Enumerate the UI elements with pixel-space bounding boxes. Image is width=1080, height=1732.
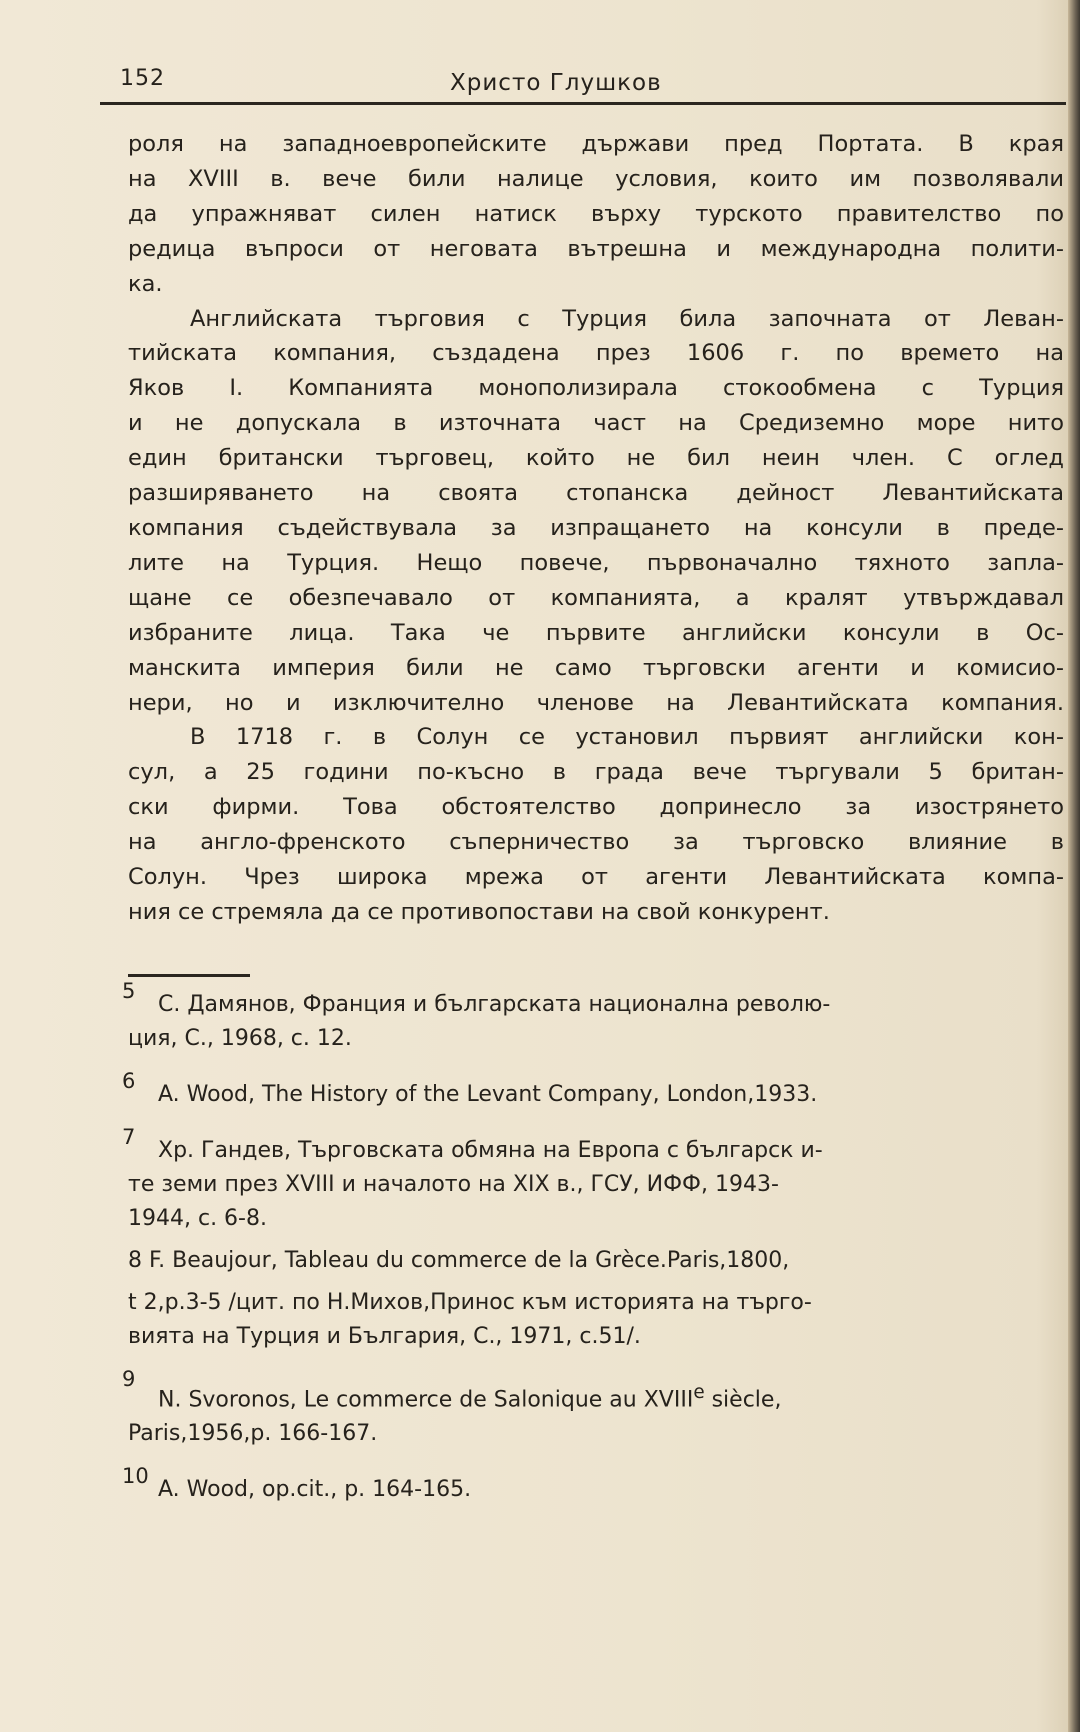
- footnote-text-9: N. Svoronos, Le commerce de Salonique au XVIII: [158, 1387, 694, 1413]
- text-line: компания съдействувала за изпращането на консули в преде-: [128, 514, 1064, 541]
- text-line: разширяването на своята стопанска дейност Левантийската: [128, 480, 1064, 507]
- text-line: Английската търговия с Турция била започната от Леван-: [190, 305, 1064, 332]
- footnote-continuation: те земи през XVIII и началото на XIX в., ГСУ, ИФФ, 1943-: [128, 1172, 779, 1197]
- footnote-8: [128, 1244, 1064, 1354]
- text-line: ка.: [128, 270, 163, 297]
- footnote-text-8: F. Beaujour, Tableau du commerce de la Grèce.Paris,1800,: [149, 1248, 790, 1273]
- footnote-7: [122, 1125, 1064, 1236]
- text-line: В 1718 г. в Солун се установил първият английски кон-: [190, 724, 1064, 751]
- footnote-tail: siècle,: [704, 1387, 782, 1413]
- footnote-mark: 7: [122, 1125, 136, 1149]
- text-line: Солун. Чрез широка мрежа от агенти Левантийската компа-: [128, 864, 1064, 891]
- footnote-mark: 5: [122, 979, 136, 1003]
- text-line: ния се стремяла да се противопостави на свой конкурент.: [128, 898, 830, 925]
- footnote-mark: 6: [122, 1069, 136, 1093]
- text-line: да упражняват силен натиск върху турското правителство по: [128, 200, 1064, 227]
- text-line: щане се обезпечавало от компанията, а кралят утвърждавал: [128, 584, 1064, 611]
- text-line: лите на Турция. Нещо повече, първоначално тяхното запла-: [128, 549, 1064, 576]
- text-line: манскита империя били не само търговски агенти и комисио-: [128, 654, 1064, 681]
- footnote-continuation: ция, С., 1968, с. 12.: [128, 1026, 352, 1051]
- text-line: един британски търговец, който не бил неин член. С оглед: [128, 445, 1064, 472]
- running-head: Христо Глушков: [450, 70, 662, 96]
- footnote-text: A. Wood, op.cit., p. 164-165.: [158, 1477, 472, 1503]
- footnote-10: [122, 1464, 1064, 1507]
- footnote-mark: 8: [128, 1248, 142, 1273]
- footnote-text: [128, 1376, 1064, 1417]
- footnote-mark: 9: [122, 1367, 136, 1391]
- footnote-continuation: вията на Турция и България, С., 1971, с.51/.: [128, 1324, 641, 1349]
- text-line: редица въпроси от неговата вътрешна и международна полити-: [128, 235, 1064, 262]
- footnotes: [122, 979, 1064, 1515]
- text-line: тийската компания, създадена през 1606 г. по времето на: [128, 340, 1064, 367]
- footnote-text: Хр. Гандев, Търговската обмяна на Европа с българск и-: [158, 1138, 823, 1163]
- superscript-e: e: [693, 1382, 705, 1403]
- footnote-text: [128, 1244, 1064, 1278]
- main-text: [128, 127, 1064, 930]
- text-line: ски фирми. Това обстоятелство допринесло за изострянето: [128, 794, 1064, 821]
- footnote-separator: [128, 974, 250, 977]
- page-edge-shadow: [1068, 0, 1080, 1732]
- page-number: 152: [120, 66, 165, 91]
- text-line: сул, а 25 години по-късно в града вече търгували 5 британ-: [128, 759, 1064, 786]
- text-line: нери, но и изключително членове на Левантийската компания.: [128, 689, 1064, 716]
- footnote-text: С. Дамянов, Франция и българската национална револю-: [158, 992, 831, 1017]
- footnote-text: A. Wood, The History of the Levant Company, London,1933.: [158, 1082, 818, 1107]
- text-line: избраните лица. Така че първите английски консули в Ос-: [128, 619, 1064, 646]
- text-line: на англо-френското съперничество за търговско влияние в: [128, 829, 1064, 856]
- page-header: [100, 62, 1066, 105]
- text-line: роля на западноевропейските държави пред Портата. В края: [128, 131, 1064, 157]
- footnote-9: [122, 1367, 1064, 1451]
- text-line: на XVIII в. вече били налице условия, които им позволявали: [128, 165, 1064, 192]
- text-line: и не допускала в източната част на Средиземно море нито: [128, 410, 1064, 437]
- footnote-continuation: t 2,p.3-5 /цит. по Н.Михов,Принос към историята на търго-: [128, 1290, 812, 1315]
- footnote-continuation: Paris,1956,p. 166-167.: [128, 1421, 378, 1447]
- footnote-continuation: 1944, с. 6-8.: [128, 1206, 267, 1231]
- footnote-5: [122, 979, 1064, 1056]
- text-line: Яков I. Компанията монополизирала стокообмена с Турция: [128, 375, 1064, 402]
- footnote-mark: 10: [122, 1464, 149, 1489]
- footnote-6: [122, 1069, 1064, 1112]
